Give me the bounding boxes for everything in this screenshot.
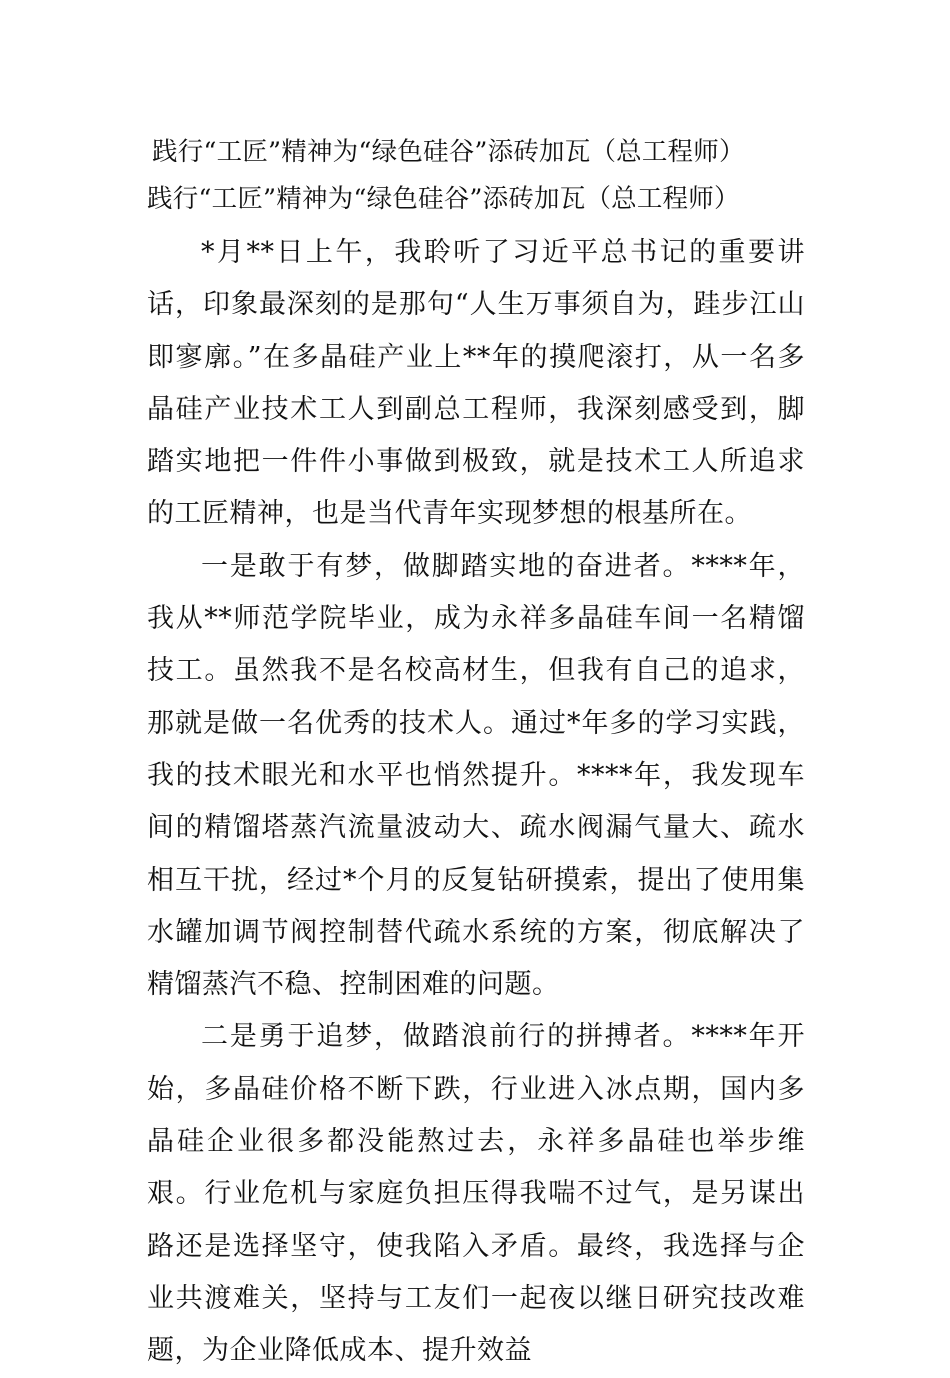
paragraph-section-1: 一是敢于有梦，做脚踏实地的奋进者。****年，我从**师范学院毕业，成为永祥多晶硅车间一名精馏技工。虽然我不是名校高材生，但我有自己的追求，那就是做一名优秀的技术人。通过*年多的学习实践，我的技术眼光和水平也悄然提升。****年，我发现车间的精馏塔蒸汽流量波动大、疏水阀漏气量大、疏水相互干扰，经过*个月的反复钻研摸索，提出了使用集水罐加调节阀控制替代疏水系统的方案，彻底解决了精馏蒸汽不稳、控制困难的问题。	[147, 550, 805, 1001]
document-body	[147, 227, 805, 1378]
paragraph-intro: *月**日上午，我聆听了习近平总书记的重要讲话，印象最深刻的是那句“人生万事须自为，跬步江山即寥廓。”在多晶硅产业上**年的摸爬滚打，从一名多晶硅产业技术工人到副总工程师，我深刻感受到，脚踏实地把一件件小事做到极致，就是技术工人所追求的工匠精神，也是当代青年实现梦想的根基所在。	[147, 237, 805, 530]
document-title: 践行“工匠”精神为“绿色硅谷”添砖加瓦（总工程师）	[152, 137, 745, 167]
document-subtitle: 践行“工匠”精神为“绿色硅谷”添砖加瓦（总工程师）	[147, 184, 740, 214]
paragraph-section-2: 二是勇于追梦，做踏浪前行的拼搏者。****年开始，多晶硅价格不断下跌，行业进入冰点期，国内多晶硅企业很多都没能熬过去，永祥多晶硅也举步维艰。行业危机与家庭负担压得我喘不过气，是另谋出路还是选择坚守，使我陷入矛盾。最终，我选择与企业共渡难关，坚持与工友们一起夜以继日研究技改难题，为企业降低成本、提升效益	[147, 1021, 805, 1367]
